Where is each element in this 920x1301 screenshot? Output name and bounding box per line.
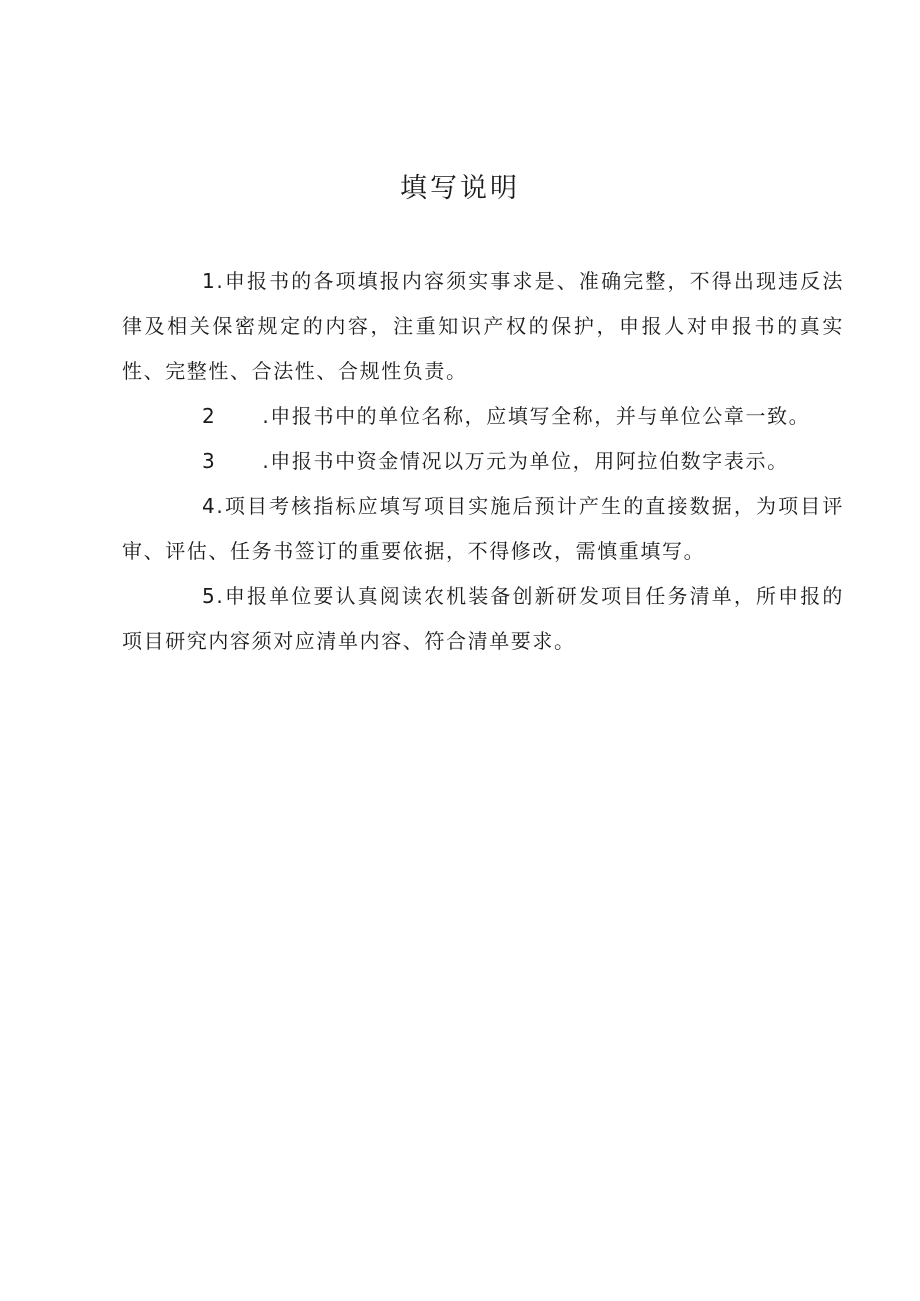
instruction-item-1: [122, 259, 844, 394]
item-text: .申报单位要认真阅读农机装备创新研发项目任务清单，所申报的项目研究内容须对应清单内容、符合清单要求。: [122, 584, 844, 653]
item-number: 2: [202, 404, 217, 428]
item-number: 1: [202, 269, 217, 293]
page-title: 填写说明: [400, 173, 520, 204]
item-number: 3: [202, 449, 217, 473]
item-text: .申报书的各项填报内容须实事求是、准确完整，不得出现违反法律及相关保密规定的内容，注重知识产权的保护，申报人对申报书的真实性、完整性、合法性、合规性负责。: [122, 269, 844, 383]
instruction-item-2: [122, 394, 844, 439]
instructions-body: [122, 259, 844, 664]
instruction-item-3: [122, 439, 844, 484]
instruction-item-4: [122, 484, 844, 574]
item-text: .申报书中资金情况以万元为单位，用阿拉伯数字表示。: [262, 449, 789, 473]
item-text: .项目考核指标应填写项目实施后预计产生的直接数据，为项目评审、评估、任务书签订的重要依据，不得修改，需慎重填写。: [122, 494, 844, 563]
item-number: 5: [202, 584, 217, 608]
instruction-item-5: [122, 574, 844, 664]
item-number: 4: [202, 494, 217, 518]
item-text: .申报书中的单位名称，应填写全称，并与单位公章一致。: [262, 404, 811, 428]
